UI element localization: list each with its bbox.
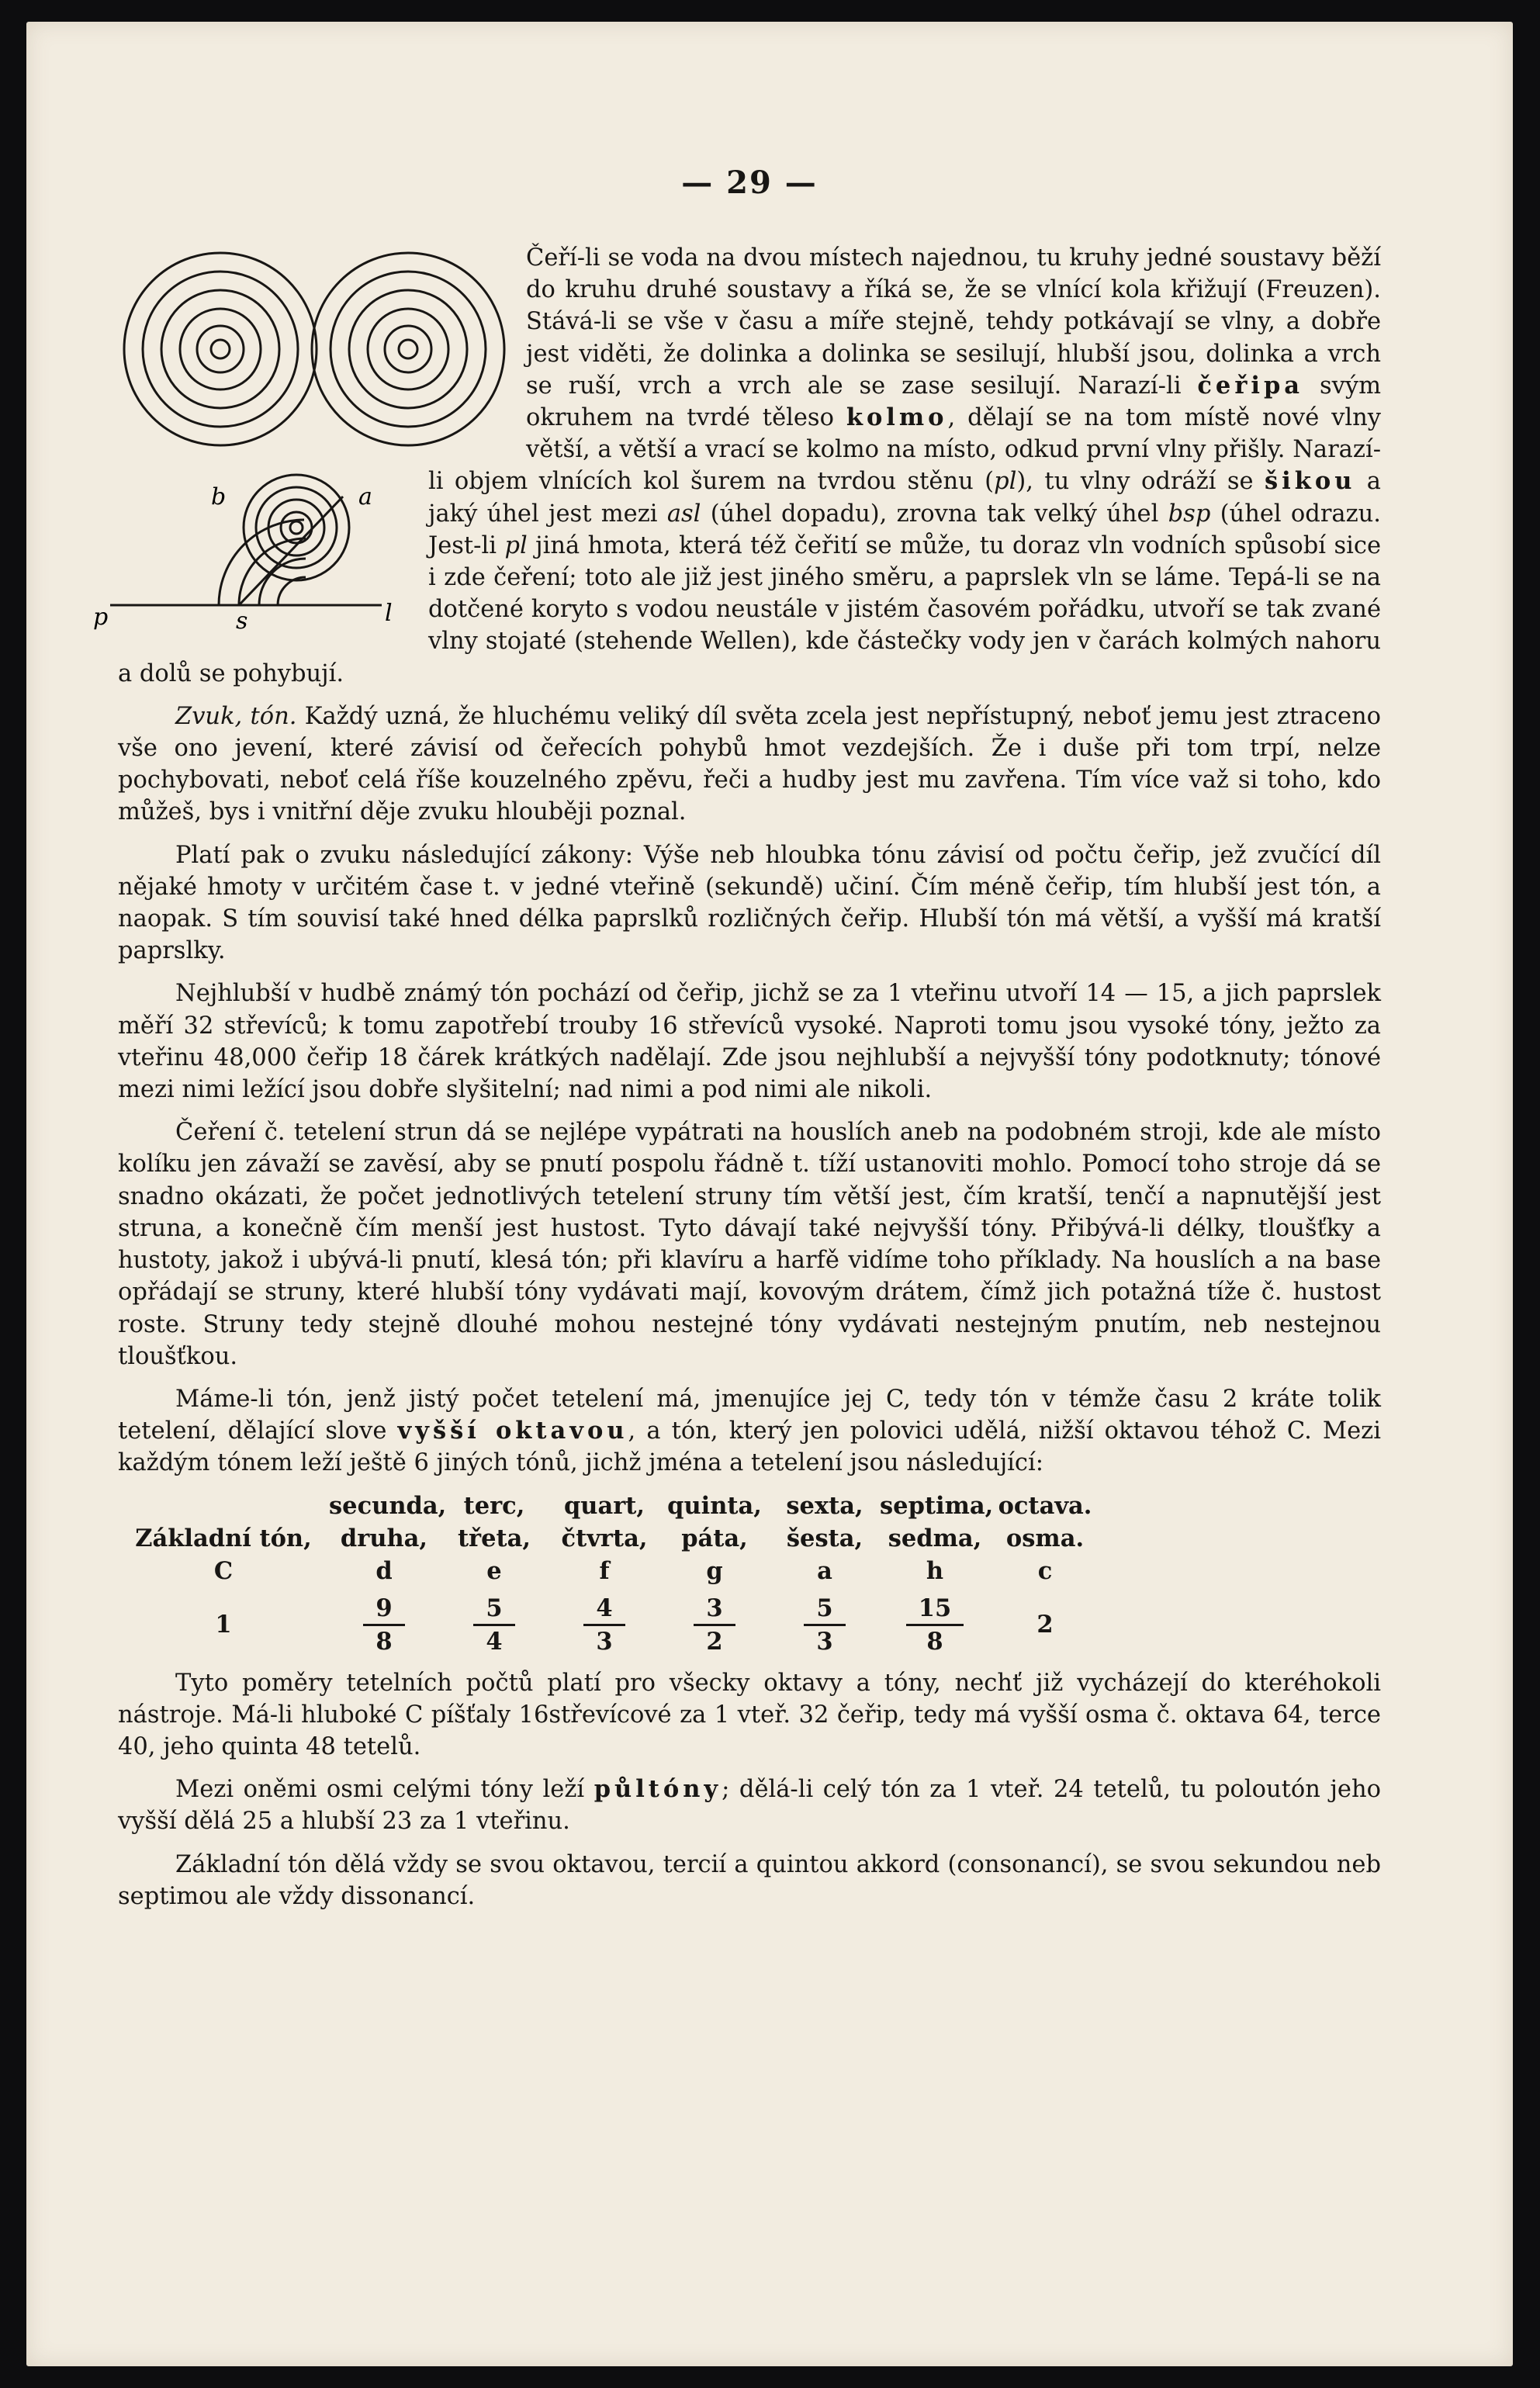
paragraph-ratios: Tyto poměry tetelních počtů platí pro všecky oktavy a tóny, nechť již vycházejí do kteréhokoli nástroje. Má-li hluboké C píšťaly 16střevícové za 1 vteř. 32 čeřip, tedy má vyšší osma č. oktava 64, terce 40, jeho quinta 48 tetelů. — [118, 1669, 1381, 1760]
paragraph-sound: Zvuk, tón. Každý uzná, že hluchému veliký díl světa zcela jest nepřístupný, neboť jemu jest ztraceno vše ono jevení, které závisí od čeřecích pohybů hmot vezdejších. Že i duše při tom trpí, nelze pochybovati, neboť celá říše kouzelného zpěvu, řeči a hudby jest mu zavřena. Tím více važ si toho, kdo můžeš, bys i vnitřní děje zvuku hlouběji poznal. — [118, 702, 1381, 826]
label-s: s — [236, 607, 248, 635]
wave-reflection-figure — [87, 465, 413, 642]
paragraph-chord: Základní tón dělá vždy se svou oktavou, tercií a quintou akkord (consonancí), se svou sekundou neb septimou ale vždy dissonancí. — [118, 1850, 1381, 1910]
tone-letters-row: C d e f g a h c — [213, 1557, 1053, 1586]
ratio-octave: 2 — [1036, 1610, 1054, 1639]
label-b: b — [211, 483, 227, 511]
page — [26, 22, 1513, 2366]
paragraph-halftones: Mezi oněmi osmi celými tóny leží půltóny; dělá-li celý tón za 1 vteř. 24 tetelů, tu poloutón jeho vyšší dělá 25 a hlubší 23 za 1 vteřinu. — [118, 1775, 1381, 1836]
page-number: — 29 — — [681, 164, 818, 201]
ratio-fraction: $\frac{5}{4}$ — [439, 1593, 549, 1657]
paragraph-laws: Platí pak o zvuku následující zákony: Výše neb hloubka tónu závisí od počtu čeřip, jež zvučící díl nějaké hmoty v určitém čase t. v jedné vteřině (sekundě) učiní. Čím méně čeřip, tím hlubší jest tón, a naopak. S tím souvisí také hned délka paprslků rozličných čeřip. Hlubší tón má větší, a vyšší má kratší paprslky. — [118, 841, 1381, 965]
ratio-fraction: $\frac{5}{3}$ — [770, 1593, 880, 1657]
label-a: a — [358, 483, 372, 511]
tone-ratio-table — [118, 1490, 1381, 1663]
label-p: p — [93, 604, 109, 632]
label-l: l — [385, 600, 393, 628]
paragraph-lowest-tone: Nejhlubší v hudbě známý tón pochází od čeřip, jichž se za 1 vteřinu utvoří 14 — 15, a jich paprslek měří 32 střevíců; k tomu zapotřebí trouby 16 střevíců vysoké. Naproti tomu jsou vysoké tóny, ježto za vteřinu 48,000 čeřip 18 čárek krátkých nadělají. Zde jsou nejhlubší a nejvyšší tóny podotknuty; tónové mezi nimi ležící jsou dobře slyšitelní; nad nimi a pod nimi ale nikoli. — [118, 980, 1381, 1104]
interference-circles-figure — [121, 245, 509, 453]
tone-ratio-row — [118, 1588, 1381, 1663]
paragraph-waves: Čeří-li se voda na dvou místech najednou, tu kruhy jedné soustavy běží do kruhu druhé soustavy a říká se, že se vlnící kola křižují (Freuzen). Stává-li se vše v času a míře stejně, tehdy potkávají se vlny, a dobře jest viděti, že dolinka a dolinka se sesilují, hlubší jsou, dolinka a vrch se ruší, vrch a vrch ale se zase sesilují. Narazí-li čeřipa svým okruhem na tvrdé těleso kolmo, dělají se na tom místě nové vlny větší, a větší a vrací se kolmo na místo, odkud první vlny přišly. Narazí-li objem vlnících kol šurem na tvrdou stěnu ( b a p s l pl), tu vlny odráží se šikou a jaký úhel jest mezi asl (úhel dopadu), zrovna tak velký úhel bsp (úhel odrazu. Jest-li pl jiná hmota, která též čeřití se může, tu doraz vln vodních spůsobí sice i zde čeření; toto ale již jest jiného směru, a paprslek vln se láme. Tepá-li se na dotčené koryto s vodou neustále v jistém časovém pořádku, utvoří se tak zvané vlny stojaté (stehende Wellen), kde částečky vody jen v čarách kolmých nahoru a dolů se pohybují. — [118, 242, 1381, 690]
ratio-base: 1 — [215, 1610, 232, 1639]
ratio-fraction: $\frac{9}{8}$ — [329, 1593, 439, 1657]
ratio-fraction: $\frac{4}{3}$ — [549, 1593, 659, 1657]
ratio-fraction: $\frac{3}{2}$ — [659, 1593, 770, 1657]
paragraph-strings: Čeření č. tetelení strun dá se nejlépe vypátrati na houslích aneb na podobném stroji, kde ale místo kolíku jen závaží se zavěsí, aby se pnutí pospolu řádně t. tíží ustanoviti mohlo. Pomocí toho stroje dá se snadno okázati, že počet jednotlivých tetelení struny tím větší jest, čím kratší, tenčí a napnutější jest struna, a konečně čím menší jest hustost. Tyto dávají také nejvyšší tóny. Přibývá-li délky, tloušťky a hustoty, jakož i ubývá-li pnutí, klesá tón; při klavíru a harfě vidíme toho příklady. Na houslích a na base opřádají se struny, které hlubší tóny vydávati mají, kovovým drátem, čímž jich potažná tíže č. hustost roste. Struny tedy stejně dlouhé mohou nestejné tóny vydávati nestejným pnutím, neb nestejnou tloušťkou. — [118, 1119, 1381, 1370]
paragraph-octave: Máme-li tón, jenž jistý počet tetelení má, jmenujíce jej C, tedy tón v témže času 2 kráte tolik tetelení, dělající slove vyšší oktavou, a tón, který jen polovici udělá, nižší oktavou téhož C. Mezi každým tónem leží ještě 6 jiných tónů, jichž jména a tetelení jsou následující: — [118, 1385, 1382, 1477]
tone-header-row-1: secunda, terc, quart, quinta, sexta, septima, octava. — [329, 1492, 1092, 1521]
ratio-fraction: $\frac{15}{8}$ — [880, 1593, 990, 1657]
page-content — [93, 160, 1382, 1923]
tone-header-row-2: Základní tón, druha, třeta, čtvrta, páta, šesta, sedma, osma. — [135, 1525, 1085, 1553]
